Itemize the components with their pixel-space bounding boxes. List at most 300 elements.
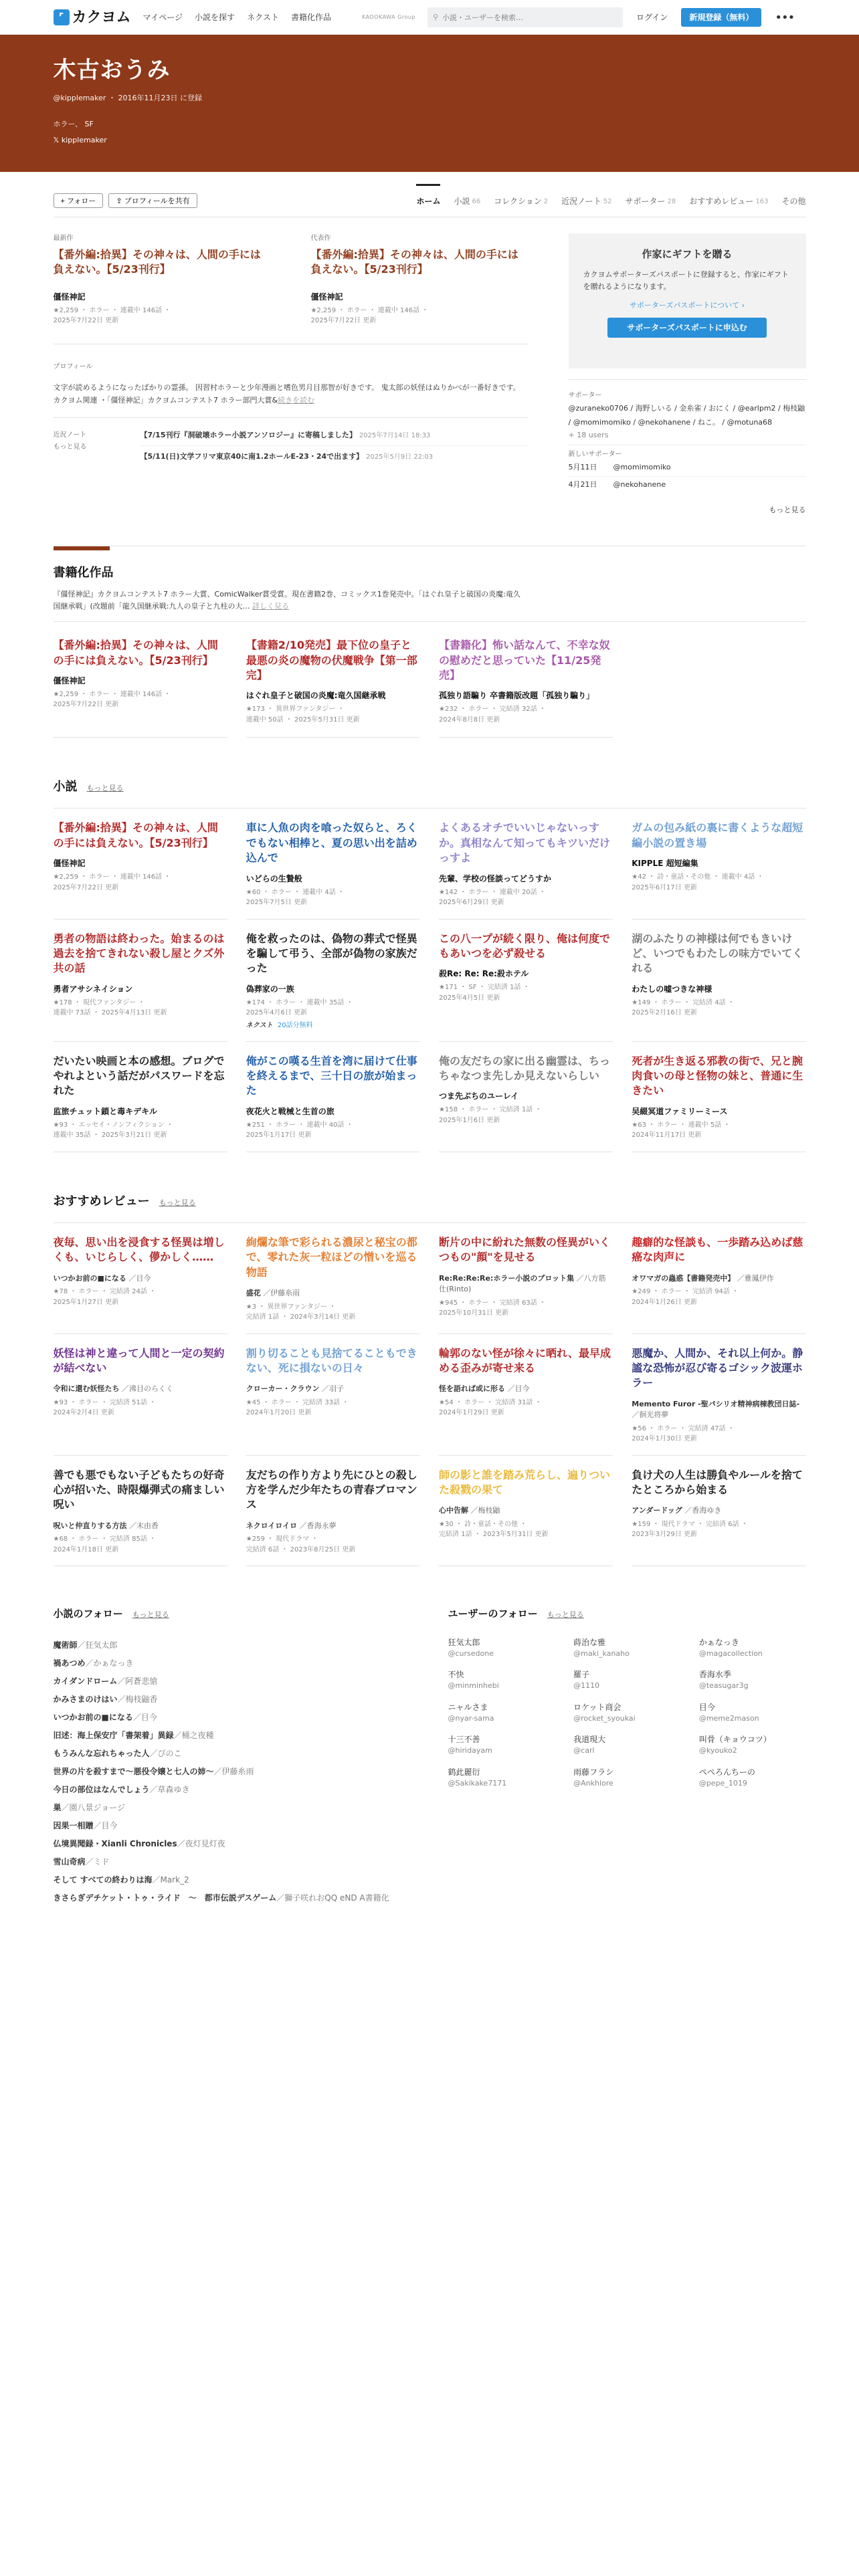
share-label: プロフィールを共有 <box>124 197 190 205</box>
novel-follow-title[interactable]: 魔術師 <box>53 1640 78 1650</box>
next-badge-label: ネクスト <box>246 1021 273 1029</box>
novel-author[interactable]: わたしの嘘つきな神様 <box>632 984 712 994</box>
novel-title[interactable]: この八一プが続く限り、俺は何度でもあいつを必ず殺せる <box>439 932 611 960</box>
review-work-user[interactable]: ／目今 <box>505 1384 530 1394</box>
review-work <box>246 1521 420 1532</box>
novel-title[interactable]: よくあるオチでいいじゃないっすか。真相なんて知ってもキツいだけっすよ <box>439 821 611 865</box>
login-link[interactable]: ログイン <box>636 13 668 22</box>
novel-follow-author[interactable]: ／草森ゆき <box>149 1784 190 1794</box>
tab-label: 小説 <box>454 197 470 206</box>
novel-follow-author[interactable]: ／ぴのこ <box>149 1748 182 1758</box>
review-work-user[interactable]: ／目今 <box>126 1273 151 1283</box>
supporter-name[interactable]: 海野しいる <box>635 404 672 413</box>
novel-follow-author[interactable]: ／ミド <box>85 1856 110 1866</box>
novel-meta <box>632 1120 805 1141</box>
review-work-user[interactable]: ／八方筋仕(Rinto) <box>439 1273 606 1294</box>
user-follow-name[interactable]: 鹤此麗衍 <box>448 1767 480 1777</box>
novel-follow-title[interactable]: カイダンドローム <box>53 1676 118 1686</box>
review-card[interactable] <box>54 1456 227 1567</box>
user-follow-id: @meme2mason <box>698 1713 759 1723</box>
novel-date: 連載中 73話 ・ 2025年4月13日 更新 <box>53 1009 167 1017</box>
review-work <box>439 1384 613 1395</box>
novel-card[interactable] <box>632 920 805 1042</box>
user-follow-name[interactable]: ロケット商会 <box>573 1702 622 1712</box>
novel-author[interactable]: 夜花火と戦械と生首の旅 <box>246 1106 335 1116</box>
review-meta <box>439 1398 613 1418</box>
review-work-user[interactable]: ／羽子 <box>319 1384 345 1394</box>
review-work <box>54 1273 227 1285</box>
plus-icon: + <box>60 197 67 205</box>
review-work-title[interactable]: クローカー・クラウン <box>246 1384 320 1394</box>
review-work <box>246 1288 420 1299</box>
novel-author[interactable]: 偽葬家の一族 <box>246 984 294 994</box>
review-title[interactable]: 夜毎、思い出を浸食する怪異は増しくも、いじらしく、儚かしく…… <box>53 1235 225 1264</box>
novel-follow-title[interactable]: かみさまのけはい <box>53 1694 118 1704</box>
tab-supporters[interactable] <box>626 184 676 217</box>
supporter-name[interactable]: @nekohanene <box>638 417 691 427</box>
supporter-name[interactable]: @earlpm2 <box>737 404 776 413</box>
latest-title[interactable]: 【番外編:拾異】その神々は、人間の手には負えない。【5/23刊行】 <box>53 248 261 276</box>
review-work-user[interactable]: ／末由香 <box>126 1521 159 1530</box>
review-work-user[interactable]: ／梅枝鼬 <box>468 1506 500 1515</box>
review-work-user[interactable]: ／香海ゆき <box>682 1506 722 1515</box>
novel-follow-item[interactable] <box>54 1835 408 1853</box>
book-meta <box>439 704 613 725</box>
user-follow-item[interactable] <box>573 1701 680 1725</box>
book-author[interactable]: はぐれ皇子と破国の炎魔:竜久国継承戦 <box>246 691 386 701</box>
novel-follow-item[interactable] <box>54 1763 408 1781</box>
books-grid <box>54 621 806 738</box>
novel-date: 2025年7月5日 更新 <box>246 899 308 906</box>
book-card[interactable] <box>54 622 227 738</box>
representative-work[interactable] <box>311 233 529 326</box>
review-work-title[interactable]: 呪いと仲直りする方法 <box>53 1521 127 1530</box>
latest-work[interactable] <box>54 233 271 326</box>
novel-follow-item[interactable] <box>54 1871 408 1889</box>
note-date: 2025年7月14日 18:33 <box>359 432 431 440</box>
rep-author[interactable]: 僵怪神記 <box>310 292 343 302</box>
review-title[interactable]: 妖怪は神と違って人間と一定の契約が結べない <box>53 1346 225 1374</box>
review-stats: ★945 ・ ホラー ・ 完結済 63話 ・ <box>439 1299 546 1307</box>
novel-card[interactable] <box>632 1042 805 1152</box>
review-date: 2023年3月29日 更新 <box>632 1531 697 1539</box>
review-title[interactable]: 趣癖的な怪談も、一歩踏み込めば慈癌な肉声に <box>632 1235 803 1264</box>
tab-other[interactable] <box>781 184 805 217</box>
reviews-grid <box>54 1222 806 1567</box>
novel-stats: ★63 ・ ホラー ・ 連載中 5話 ・ <box>632 1121 731 1129</box>
novel-author[interactable]: 先輩、学校の怪談ってどうすか <box>439 873 552 883</box>
author-user-id[interactable]: @kipplemaker <box>53 94 106 102</box>
user-follow-name[interactable]: 十三不善 <box>448 1735 480 1745</box>
novel-title[interactable]: 死者が生き返る邪教の街で、兄と腕肉食いの母と怪物の妹と、普通に生きたい <box>632 1054 803 1097</box>
review-work-user[interactable]: ／香海永夢 <box>297 1521 337 1530</box>
user-follow-name[interactable]: 叫骨（キョウコツ） <box>698 1735 771 1745</box>
review-card[interactable] <box>246 1223 420 1334</box>
supporter-name[interactable]: @zuraneko0706 <box>568 404 628 413</box>
novel-title[interactable]: だいたい映画と本の感想。ブログでやれよという話だがパスワードを忘れた <box>53 1054 225 1097</box>
note-item[interactable] <box>140 430 529 446</box>
book-title[interactable]: 【書籍2/10発売】最下位の皇子と最悪の炎の魔物の伏魔戦争【第一部完】 <box>246 639 417 681</box>
reviews-more-link[interactable]: もっと見る <box>159 1198 196 1207</box>
notes-header <box>54 430 140 462</box>
review-work-user[interactable]: ／伊藤糸雨 <box>260 1289 300 1298</box>
novel-follow-author[interactable]: ／目今 <box>93 1820 118 1830</box>
user-follow-name[interactable]: 目今 <box>698 1702 715 1712</box>
review-work <box>246 1384 420 1395</box>
novel-date: 2025年1月17日 更新 <box>246 1132 312 1140</box>
books-section <box>54 546 806 738</box>
user-follow-item[interactable] <box>448 1636 555 1660</box>
novels-more-link[interactable]: もっと見る <box>86 784 124 793</box>
review-card[interactable] <box>439 1334 613 1456</box>
user-follow-item[interactable] <box>573 1669 680 1692</box>
novel-follow-title[interactable]: そして すべての終わりは海 <box>53 1874 153 1885</box>
user-follow-id: @magacollection <box>698 1648 763 1658</box>
gift-apply-button[interactable]: サポーターズパスポートに申込む <box>607 318 767 338</box>
novel-follow-item[interactable] <box>54 1727 408 1745</box>
novel-card[interactable] <box>632 809 805 919</box>
novel-follow-item[interactable] <box>54 1799 408 1817</box>
user-follow-id: @teasugar3g <box>698 1681 749 1691</box>
novel-follow-author[interactable]: ／阿蒼悲愴 <box>117 1676 158 1686</box>
review-meta <box>246 1534 420 1555</box>
more-menu-icon[interactable]: ••• <box>775 10 795 25</box>
novel-follow-author[interactable]: ／かぁなっき <box>85 1658 134 1668</box>
book-title[interactable]: 【番外編:拾異】その神々は、人間の手には負えない。【5/23刊行】 <box>53 639 218 667</box>
novel-meta <box>439 887 613 908</box>
new-supporters <box>569 445 806 493</box>
novel-meta <box>246 887 420 908</box>
profile-read-more[interactable]: 続きを読む <box>278 396 315 405</box>
review-card[interactable] <box>632 1334 805 1456</box>
user-follow-item[interactable] <box>699 1636 806 1660</box>
review-card[interactable] <box>246 1456 420 1567</box>
books-desc <box>54 588 522 613</box>
review-title[interactable]: 師の影と誰を踏み荒らし、遍りついた殺戮の果て <box>439 1468 611 1497</box>
rep-title[interactable]: 【番外編:拾異】その神々は、人間の手には負えない。【5/23刊行】 <box>310 248 518 276</box>
novel-follow-author[interactable]: ／夜灯見灯夜 <box>177 1838 225 1848</box>
user-follow-item[interactable] <box>699 1766 806 1790</box>
tab-home[interactable] <box>416 184 440 217</box>
novel-follow-title[interactable]: 仏境異聞録・Xianli Chronicles <box>53 1838 177 1848</box>
new-supporter-name[interactable]: @momimomiko <box>613 463 671 472</box>
review-card[interactable] <box>632 1223 805 1334</box>
latest-stats: ★2,259 ・ ホラー ・ 連載中 146話 ・ <box>53 306 171 314</box>
novel-follow-author[interactable]: ／獅子咲れおQQ eND A書籍化 <box>276 1893 389 1903</box>
supporter-name[interactable]: おにく <box>708 404 731 413</box>
novel-stats: ★2,259 ・ ホラー ・ 連載中 146話 ・ <box>53 873 171 881</box>
user-follow-name[interactable]: 雨藤フラシ <box>573 1767 614 1777</box>
review-title[interactable]: 輪郭のない怪が徐々に晒れ、最早成める歪みが寄せ来る <box>439 1346 611 1374</box>
novel-follow-author[interactable]: ／伊藤糸雨 <box>213 1766 254 1776</box>
novel-title[interactable]: 【番外編:拾異】その神々は、人間の手には負えない。【5/23刊行】 <box>53 821 218 849</box>
novel-title[interactable]: 湖のふたりの神様は何でもきいけど、いつでもわたしの味方でいてくれる <box>632 932 803 975</box>
user-follow-name[interactable]: 狂気太郎 <box>448 1637 480 1647</box>
global-nav <box>143 11 331 23</box>
novel-author[interactable]: KIPPLE 超短編集 <box>632 859 698 869</box>
supporter-name[interactable]: 金糸雀 <box>679 404 702 413</box>
tab-collections[interactable] <box>494 184 548 217</box>
review-work-title[interactable]: 令和に還む妖怪たち <box>53 1384 120 1394</box>
review-work <box>439 1273 613 1295</box>
novel-stats: ★60 ・ ホラー ・ 連載中 4話 ・ <box>246 888 345 896</box>
user-follow-item[interactable] <box>573 1636 680 1660</box>
tab-count: 2 <box>543 197 549 205</box>
novel-card[interactable] <box>439 920 613 1042</box>
novel-author[interactable]: 勇者アサシネイション <box>53 984 133 994</box>
user-follow-item[interactable] <box>448 1669 555 1692</box>
novel-title[interactable]: 俺の友だちの家に出る幽霊は、ちっちゃなつま先しか見えないらしい <box>439 1054 611 1083</box>
review-work-title[interactable]: オワマガの蟲惑【書籍発売中】 <box>632 1273 735 1283</box>
novel-card[interactable] <box>54 1042 227 1152</box>
review-work-title[interactable]: Re:Re:Re:Re:ホラー小説のプロット集 <box>439 1273 575 1283</box>
review-title[interactable]: 割り切ることも見捨てることもできない、死に損ないの日々 <box>246 1346 417 1374</box>
novel-title[interactable]: 車に人魚の肉を喰った奴らと、ろくでもない相棒と、夏の思い出を詰め込んで <box>246 821 417 865</box>
novel-follow-item[interactable] <box>54 1817 408 1835</box>
novel-title[interactable]: ガムの包み紙の裏に書くような超短編小説の置き場 <box>632 821 803 849</box>
user-follow-name[interactable]: 羅子 <box>573 1670 590 1680</box>
novel-card[interactable] <box>54 809 227 919</box>
novel-follow-author[interactable]: ／Mark_2 <box>152 1874 189 1885</box>
novel-follow-author[interactable]: ／狂気太郎 <box>77 1640 118 1650</box>
user-follow-more-link[interactable]: もっと見る <box>547 1610 584 1620</box>
review-card[interactable] <box>246 1334 420 1456</box>
search-input[interactable] <box>442 13 623 22</box>
user-follow-id: @nyar-sama <box>448 1713 494 1723</box>
books-more-link[interactable]: 詳しく見る <box>252 602 289 611</box>
latest-author[interactable]: 僵怪神記 <box>53 292 86 302</box>
user-follow-item[interactable] <box>448 1701 555 1725</box>
novel-follow-item[interactable] <box>54 1709 408 1727</box>
novel-follow-title[interactable]: 因果一相贈 <box>53 1820 94 1830</box>
review-title[interactable]: 絢爛な筆で彩られる濃尿と秘宝の都で、零れた灰一粒ほどの憎いを巡る物語 <box>246 1235 417 1279</box>
tab-reviews[interactable] <box>689 184 768 217</box>
novel-follow-author[interactable]: ／桶之夜種 <box>173 1730 214 1740</box>
signup-button[interactable]: 新規登録（無料） <box>681 8 761 27</box>
review-card[interactable] <box>439 1223 613 1334</box>
novel-card[interactable] <box>439 809 613 919</box>
book-card[interactable] <box>246 622 420 738</box>
book-meta <box>54 689 227 710</box>
novel-follow-item[interactable] <box>54 1654 408 1673</box>
novel-card[interactable] <box>246 920 420 1042</box>
reviews-section <box>54 1192 806 1567</box>
review-work <box>54 1384 227 1395</box>
review-stats: ★54 ・ ホラー ・ 完結済 31話 ・ <box>439 1398 542 1406</box>
reviews-heading: おすすめレビュー <box>53 1194 150 1208</box>
novel-title[interactable]: 俺を救ったのは、偽物の葬式で怪異を騙して弔う、全部が偽物の家族だった <box>246 932 417 975</box>
gift-info-link[interactable]: サポーターズパスポートについて › <box>629 300 745 310</box>
user-follow-id: @1110 <box>573 1681 600 1691</box>
review-stats: ★249 ・ ホラー ・ 完結済 94話 ・ <box>632 1288 739 1296</box>
novel-follow-more-link[interactable]: もっと見る <box>132 1610 169 1620</box>
tab-label: コレクション <box>494 197 542 206</box>
novel-follow-item[interactable] <box>54 1853 408 1871</box>
novel-follow-title[interactable]: 雪山奇病 <box>53 1856 86 1866</box>
books-accent-bar <box>54 546 110 550</box>
novel-follow-item[interactable] <box>54 1636 408 1654</box>
notes-more-link[interactable]: もっと見る <box>53 443 87 451</box>
novel-stats: ★174 ・ ホラー ・ 連載中 35話 ・ <box>246 998 353 1006</box>
books-heading: 書籍化作品 <box>53 565 114 580</box>
user-follow-item[interactable] <box>699 1733 806 1757</box>
review-card[interactable] <box>439 1456 613 1567</box>
review-work-title[interactable]: いつかお前の■になる <box>53 1273 126 1283</box>
novel-author[interactable]: 殺Re: Re: Re:殺ホテル <box>439 969 529 979</box>
novel-card[interactable] <box>439 1042 613 1152</box>
latest-label: 最新作 <box>53 235 74 242</box>
supporter-name[interactable]: @momimomiko <box>573 417 631 427</box>
novel-follow-item[interactable] <box>54 1781 408 1799</box>
novel-follow-item[interactable] <box>54 1745 408 1763</box>
share-profile-button[interactable] <box>108 193 197 208</box>
review-date: 2025年10月31日 更新 <box>439 1309 509 1317</box>
novel-author[interactable]: 监旅チュット鎖と毒キデキル <box>53 1106 158 1116</box>
user-follow-name[interactable]: 香海水季 <box>698 1670 731 1680</box>
user-follow-id: @minminhebi <box>448 1681 499 1691</box>
nav-next[interactable]: ネクスト <box>247 13 279 22</box>
home-side-column <box>569 233 806 516</box>
review-work-user[interactable]: ／沸目のらくく <box>119 1384 173 1394</box>
novel-follow-title[interactable]: もうみんな忘れちゃった人 <box>53 1748 150 1758</box>
user-follow-item[interactable] <box>699 1701 806 1725</box>
review-work-user[interactable]: ／雅鳳伊作 <box>735 1273 774 1283</box>
profile-section <box>54 344 529 419</box>
novel-title[interactable]: 勇者の物語は終わった。始まるのは過去を捨てきれない殺し屋とクズ外共の話 <box>53 932 225 975</box>
user-follow-panel <box>448 1606 806 1907</box>
review-work-title[interactable]: ネクロイロイロ <box>246 1521 298 1530</box>
book-stats: ★173 ・ 異世界ファンタジー ・ <box>246 706 345 714</box>
novel-card[interactable] <box>246 809 420 919</box>
review-work-title[interactable]: 怪を語れば或に形る <box>439 1384 505 1394</box>
user-follow-item[interactable] <box>448 1766 555 1790</box>
review-date: 2024年1月20日 更新 <box>246 1409 312 1417</box>
review-title[interactable]: 善でも悪でもない子どもたちの好奇心が招いた、時限爆弾式の痛ましい呪い <box>53 1468 225 1511</box>
novel-follow-author[interactable]: ／梅枝鼬香 <box>117 1694 158 1704</box>
novel-date: 連載中 35話 ・ 2025年3月21日 更新 <box>53 1132 167 1140</box>
follow-button[interactable] <box>54 193 104 208</box>
user-follow-name[interactable]: 不快 <box>448 1670 464 1680</box>
book-title[interactable]: 【書籍化】怖い話なんて、不幸な奴の慰めだと思っていた【11/25発売】 <box>439 639 610 681</box>
novel-card[interactable] <box>54 920 227 1042</box>
supporter-name[interactable]: ねこ。 <box>697 417 720 427</box>
nav-books[interactable]: 書籍化作品 <box>290 13 331 22</box>
supporters-more-link[interactable]: もっと見る <box>769 506 806 515</box>
new-supporter-date: 4月21日 <box>568 479 597 489</box>
review-work-title[interactable]: 心中告解 <box>439 1506 468 1515</box>
x-account-link[interactable] <box>54 135 806 146</box>
site-logo[interactable] <box>54 7 131 29</box>
nav-search-novels[interactable]: 小説を探す <box>195 13 235 22</box>
user-follow-name[interactable]: ぺぺろんちーの <box>698 1767 755 1777</box>
user-follow-name[interactable]: 我道現大 <box>573 1735 606 1745</box>
featured-works <box>54 233 529 344</box>
novel-follow-item[interactable] <box>54 1673 408 1691</box>
novel-date: 2025年6月17日 更新 <box>632 883 697 891</box>
novel-follow-title[interactable]: 今日の部位はなんでしょう <box>53 1784 150 1794</box>
rep-stats: ★2,259 ・ ホラー ・ 連載中 146話 ・ <box>310 306 429 314</box>
tab-novels[interactable] <box>454 184 480 217</box>
novel-follow-author[interactable]: ／園八景ジョージ <box>61 1802 126 1812</box>
note-item[interactable] <box>140 446 529 463</box>
supporter-name[interactable]: 梅枝鼬 <box>783 404 805 413</box>
supporter-name[interactable]: @motuna68 <box>727 417 773 427</box>
novel-follow-title[interactable]: きさらぎデチケット・トゥ・ライド 〜 都市伝説デスゲーム <box>53 1893 277 1903</box>
review-work-title[interactable]: Memento Furor -聖パシリオ精神病棟教団日誌- <box>632 1399 800 1408</box>
novel-stats: ★171 ・ SF ・ 完結済 1話 ・ <box>439 984 530 992</box>
next-badge <box>246 1021 420 1031</box>
novel-follow-item[interactable] <box>54 1889 408 1907</box>
review-card[interactable] <box>632 1456 805 1567</box>
review-title[interactable]: 断片の中に紛れた無数の怪異がいくつもの"顔"を見せる <box>439 1235 611 1264</box>
novel-meta <box>246 998 420 1018</box>
novel-follow-title[interactable]: 旧述：海上保安庁「書架着」異録 <box>53 1730 174 1740</box>
author-joined: 2016年11月23日 に登録 <box>118 94 202 102</box>
review-work-user[interactable]: ／徊光将夢 <box>632 1410 669 1420</box>
nav-mypage[interactable]: マイページ <box>142 13 183 22</box>
novel-follow-title[interactable]: 世界の片を殺すまで〜悪役令嬢と七人の姉〜 <box>53 1766 214 1776</box>
book-author[interactable]: 僵怪神記 <box>53 675 86 685</box>
review-stats: ★259 ・ 現代ドラマ ・ <box>246 1535 318 1543</box>
novel-stats: ★93 ・ エッセイ・ノンフィクション ・ <box>53 1121 173 1129</box>
novel-date: 2025年4月5日 更新 <box>439 994 500 1002</box>
novel-date: 2025年4月6日 更新 <box>246 1009 308 1017</box>
novel-follow-title[interactable]: 禍あつめ <box>53 1658 86 1668</box>
novel-author[interactable]: 僵怪神記 <box>53 859 86 869</box>
user-follow-id: @carl <box>573 1746 595 1755</box>
novel-title[interactable]: 俺がこの嘆る生首を湾に届けて仕事を終えるまで、三十日の旅が始まった <box>246 1054 417 1097</box>
novel-follow-author[interactable]: ／目今 <box>132 1712 157 1722</box>
profile-tab-row <box>54 184 806 217</box>
novel-author[interactable]: 吴綴冥道ファミリーミース <box>632 1106 728 1116</box>
review-work-title[interactable]: 盛花 <box>246 1289 261 1298</box>
review-card[interactable] <box>54 1223 227 1334</box>
user-follow-name[interactable]: 蒔治な雅 <box>573 1637 606 1647</box>
novel-follow-header <box>54 1606 408 1622</box>
user-follow-item[interactable] <box>573 1766 680 1790</box>
novel-author[interactable]: つま先ぶちのユーレイ <box>439 1091 519 1101</box>
book-stats: ★232 ・ ホラー ・ 完結済 32話 ・ <box>439 706 546 714</box>
tab-notes[interactable] <box>561 184 611 217</box>
new-supporter-name[interactable]: @nekohanene <box>613 479 666 489</box>
x-account-name: kipplemaker <box>61 136 107 144</box>
review-date: 完結済 6話 ・ 2023年8月25日 更新 <box>246 1545 356 1553</box>
review-meta <box>54 1398 227 1418</box>
book-author[interactable]: 孤独り語騙り 卒書籍版改題「孤独り騙り」 <box>439 691 595 701</box>
user-follow-item[interactable] <box>699 1669 806 1692</box>
novel-card[interactable] <box>246 1042 420 1152</box>
review-card[interactable] <box>54 1334 227 1456</box>
books-desc-text: 『僵怪神記』カクヨムコンテスト7 ホラー大賞、ComicWalker賞受賞。現在書籍2巻、コミックス1巻発売中。「はぐれ皇子と破国の炎魔:竜久国継承戦」(改題前「龍久国継承戦:九人の皇子と九柱の大… <box>53 589 520 611</box>
review-title[interactable]: 負け犬の人生は勝負やルールを捨てたところから始まる <box>632 1468 803 1497</box>
novel-stats: ★149 ・ ホラー ・ 完結済 4話 ・ <box>632 998 735 1006</box>
user-follow-name[interactable]: かぁなっき <box>698 1637 739 1647</box>
review-work-title[interactable]: アンダードッグ <box>632 1506 682 1515</box>
review-meta <box>54 1534 227 1555</box>
novel-follow-title[interactable]: いつかお前の■になる <box>53 1712 133 1722</box>
review-title[interactable]: 悪魔か、人間か、それ以上何か。静謐な恐怖が忍び寄るゴシック波運ホラー <box>632 1346 803 1390</box>
user-follow-item[interactable] <box>573 1733 680 1757</box>
novel-author[interactable]: いどらの生贄般 <box>246 873 302 883</box>
user-follow-item[interactable] <box>448 1733 555 1757</box>
user-follow-name[interactable]: ニャルさま <box>448 1702 488 1712</box>
book-card[interactable] <box>439 622 613 738</box>
novel-stats: ★142 ・ ホラー ・ 連載中 20話 ・ <box>439 888 546 896</box>
novel-follow-title[interactable]: 巣 <box>53 1802 62 1812</box>
review-title[interactable]: 友だちの作り方より先にひとの殺し方を学んだ少年たちの青春ブロマンス <box>246 1468 417 1511</box>
novel-follow-item[interactable] <box>54 1691 408 1709</box>
novel-date: 2024年11月17日 更新 <box>632 1132 702 1140</box>
